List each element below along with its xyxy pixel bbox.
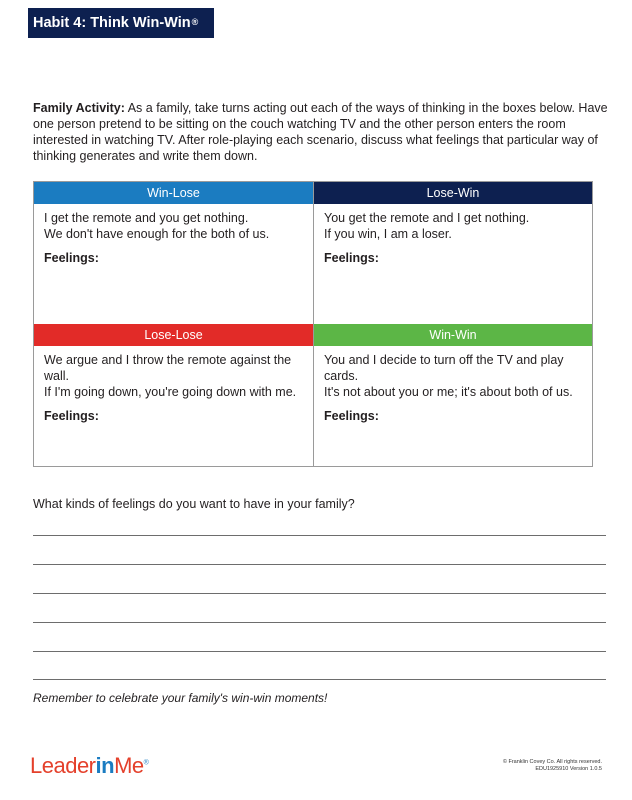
- logo-word: Leader: [30, 753, 96, 778]
- activity-lead: Family Activity:: [33, 101, 125, 115]
- quadrant-header: Lose-Win: [314, 182, 592, 204]
- logo-word: in: [95, 753, 115, 778]
- answer-line[interactable]: [33, 679, 606, 680]
- quadrant-line: If I'm going down, you're going down with me.: [44, 385, 297, 399]
- feelings-label[interactable]: Feelings:: [44, 251, 99, 265]
- answer-line[interactable]: [33, 593, 606, 594]
- quadrant-line: You get the remote and I get nothing.: [324, 211, 530, 225]
- quadrant-line: You and I decide to turn off the TV and play cards.: [324, 353, 564, 383]
- answer-line[interactable]: [33, 564, 606, 565]
- answer-line[interactable]: [33, 651, 606, 652]
- activity-instructions: [33, 100, 608, 164]
- logo-mark: ®: [143, 759, 149, 767]
- answer-line[interactable]: [33, 622, 606, 623]
- quadrant-lose-win: [314, 182, 592, 325]
- quadrant-line: We don't have enough for the both of us.: [44, 227, 270, 241]
- logo-word: Me: [114, 753, 144, 778]
- quadrant-lose-lose: [34, 324, 314, 467]
- thinking-quadrants: [33, 181, 593, 467]
- page-title-text: Habit 4: Think Win-Win: [33, 15, 191, 31]
- quadrant-header: Win-Lose: [34, 182, 313, 204]
- quadrant-win-lose: [34, 182, 314, 325]
- page-title: [28, 8, 214, 38]
- version-line: EDU1925910 Version 1.0.5: [535, 766, 602, 772]
- feelings-label[interactable]: Feelings:: [324, 251, 379, 265]
- feelings-label[interactable]: Feelings:: [44, 409, 99, 423]
- copyright-line: © Franklin Covey Co. All rights reserved.: [502, 759, 602, 765]
- quadrant-line: It's not about you or me; it's about both of us.: [324, 385, 573, 399]
- leader-in-me-logo: [30, 753, 148, 779]
- quadrant-line: If you win, I am a loser.: [324, 227, 452, 241]
- quadrant-line: We argue and I throw the remote against the wall.: [44, 353, 292, 383]
- family-feelings-question: What kinds of feelings do you want to have in your family?: [33, 497, 355, 511]
- quadrant-header: Lose-Lose: [34, 324, 313, 346]
- registered-mark: ®: [191, 17, 199, 27]
- quadrant-line: I get the remote and you get nothing.: [44, 211, 249, 225]
- answer-line[interactable]: [33, 535, 606, 536]
- activity-text: As a family, take turns acting out each of the ways of thinking in the boxes below. Have one person pretend to be sitting on the couch watching TV and the other person enters the room interested in watching TV. After role-playing each scenario, discuss what feelings that particular way of thinking generates and write them down.: [33, 101, 608, 163]
- quadrant-header: Win-Win: [314, 324, 592, 346]
- feelings-label[interactable]: Feelings:: [324, 409, 379, 423]
- quadrant-win-win: [314, 324, 592, 467]
- reminder-text: Remember to celebrate your family's win-win moments!: [33, 691, 328, 705]
- copyright-notice: [503, 759, 602, 773]
